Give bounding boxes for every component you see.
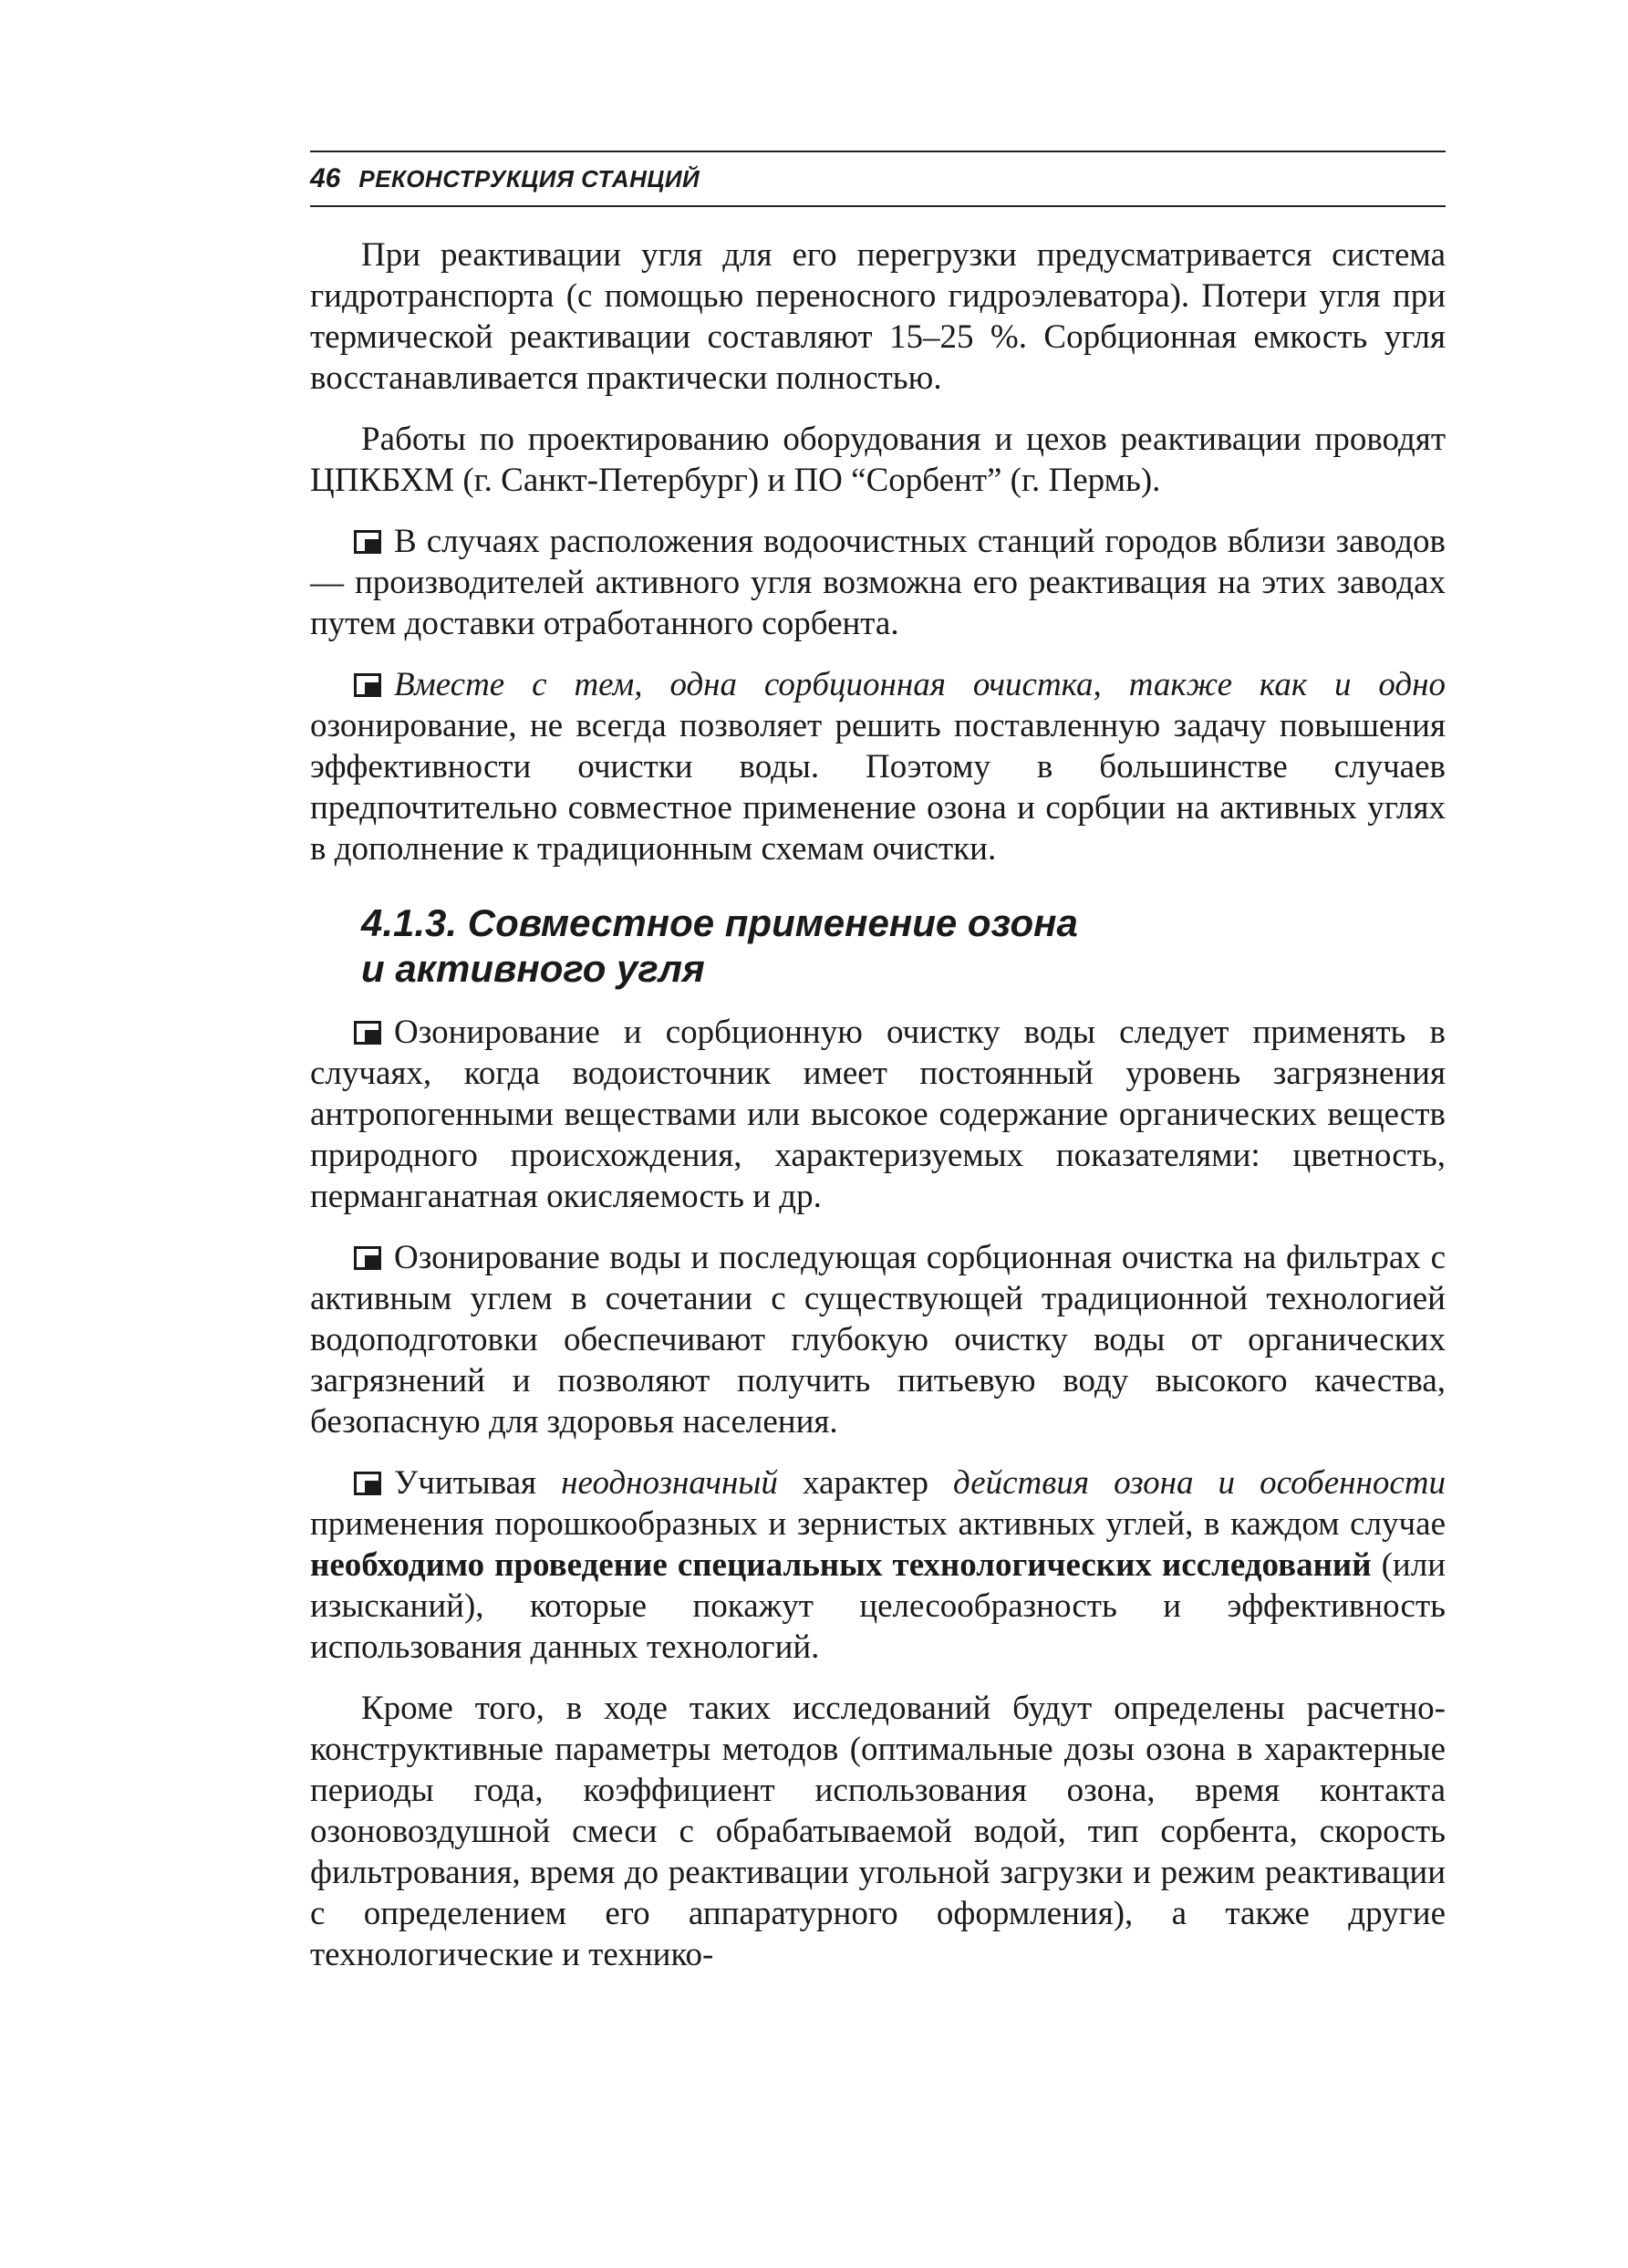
- book-page: [310, 151, 1446, 1995]
- bullet-text: Учитывая: [394, 1464, 537, 1502]
- paragraph-bullet-when-to-apply: [310, 1012, 1446, 1217]
- checkbox-square-icon: [354, 1246, 381, 1270]
- page-number: 46: [310, 163, 341, 193]
- page-body: [310, 234, 1446, 1975]
- paragraph-bullet-deep-purification: [310, 1237, 1446, 1442]
- checkbox-square-icon: [354, 673, 381, 697]
- bullet-text-italic: неоднозначный: [561, 1464, 778, 1502]
- bullet-text: озонирование, не всегда позволяет решить поставленную задачу повышения эффективности очистки воды. Поэтому в большинстве случаев предпочтительно совместное применение озона и сорбции на активных углях в дополнение к традиционным схемам очистки.: [310, 707, 1446, 868]
- bullet-text-italic: Вместе с тем,: [394, 666, 643, 703]
- section-heading-line: 4.1.3. Совместное применение озона: [361, 901, 1078, 944]
- bullet-text: применения порошкообразных и зернистых активных углей, в каждом случае: [310, 1505, 1446, 1543]
- paragraph-bullet-combined-need: [310, 664, 1446, 869]
- running-header: [310, 151, 1446, 207]
- bullet-text: (или изысканий), которые покажут целесообразность и эффективность использования данных технологий.: [310, 1546, 1446, 1666]
- paragraph-reactivation-transport: При реактивации угля для его перегрузки предусматривается система гидротранспорта (с помощью переносного гидроэлеватора). Потери угля при термической реактивации составляют 15–25 %. Сорбционная емкость угля восстанавливается практически полностью.: [310, 236, 1446, 397]
- section-heading: [361, 900, 1446, 992]
- paragraph-design-organizations: Работы по проектированию оборудования и цехов реактивации проводят ЦПКБХМ (г. Санкт-Петербург) и ПО “Сорбент” (г. Пермь).: [310, 421, 1446, 499]
- checkbox-square-icon: [354, 1021, 381, 1045]
- bullet-text: характер: [803, 1464, 928, 1502]
- bullet-text: Озонирование воды и последующая сорбционная очистка на фильтрах с активным углем в сочетании с существующей традиционной технологией водоподготовки обеспечивают глубокую очистку воды от органических загрязнений и позволяют получить питьевую воду высокого качества, безопасную для здоровья населения.: [310, 1239, 1446, 1441]
- section-heading-line: и активного угля: [361, 947, 705, 990]
- bullet-text-italic: действия озона и особенности: [953, 1464, 1447, 1502]
- paragraph-bullet-research-needed: [310, 1462, 1446, 1668]
- bullet-text-italic: одна сорбционная очистка, также как и одно: [669, 666, 1447, 703]
- checkbox-square-icon: [354, 1472, 381, 1495]
- checkbox-square-icon: [354, 530, 381, 554]
- bullet-text-bold: необходимо проведение специальных технологических исследований: [310, 1546, 1372, 1584]
- paragraph-design-parameters: Кроме того, в ходе таких исследований будут определены расчетно-конструктивные параметры методов (оптимальные дозы озона в характерные периоды года, коэффициент использования озона, время контакта озоновоздушной смеси с обрабатываемой водой, тип сорбента, скорость фильтрования, время до реактивации угольной загрузки и режим реактивации с определением его аппаратурного оформления), а также другие технологические и технико-: [310, 1690, 1446, 1973]
- paragraph-bullet-plant-reactivation: [310, 521, 1446, 644]
- bullet-text: Озонирование и сорбционную очистку воды следует применять в случаях, когда водоисточник имеет постоянный уровень загрязнения антропогенными веществами или высокое содержание органических веществ природного происхождения, характеризуемых показателями: цветность, перманганатная окисляемость и др.: [310, 1014, 1446, 1215]
- bullet-text: В случаях расположения водоочистных станций городов вблизи заводов — производителей активного угля возможна его реактивация на этих заводах путем доставки отработанного сорбента.: [310, 523, 1446, 642]
- running-title: РЕКОНСТРУКЦИЯ СТАНЦИЙ: [358, 164, 700, 192]
